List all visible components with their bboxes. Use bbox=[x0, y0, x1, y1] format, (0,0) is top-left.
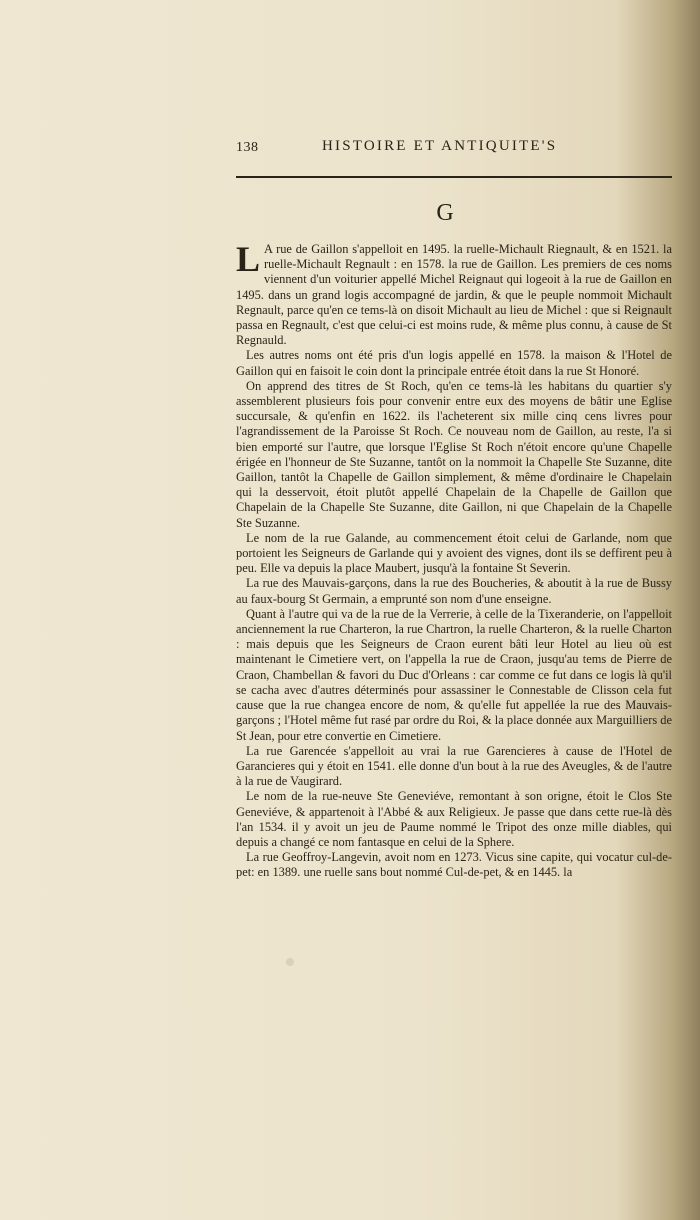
paper-stain bbox=[286, 958, 294, 966]
section-letter: G bbox=[436, 200, 454, 226]
paragraph: Le nom de la rue Galande, au commencement étoit celui de Garlande, nom que portoient les Seigneurs de Garlande qui y avoient des vignes, dont ils se deffirent peu à peu. Elle va depuis la place Maubert, jusqu'à la fontaine St Severin. bbox=[236, 530, 672, 576]
paragraph bbox=[236, 239, 672, 348]
page-number: 138 bbox=[236, 140, 259, 155]
paragraph: Les autres noms ont été pris d'un logis appellé en 1578. la maison & l'Hotel de Gaillon qui en faisoit le coin dont la principale entrée étoit dans la rue St Honoré. bbox=[236, 348, 672, 378]
paragraph: La rue Garencée s'appelloit au vrai la rue Garencieres à cause de l'Hotel de Garancieres qui y étoit en 1541. elle donne d'un bout à la rue des Aveugles, & de l'autre à la rue de Vaugirard. bbox=[236, 743, 672, 789]
running-title: HISTOIRE ET ANTIQUITE'S bbox=[322, 138, 558, 154]
paragraph: La rue des Mauvais-garçons, dans la rue des Boucheries, & aboutit à la rue de Bussy au faux-bourg St Germain, a emprunté son nom d'une enseigne. bbox=[236, 576, 672, 606]
paragraph: On apprend des titres de St Roch, qu'en ce tems-là les habitans du quartier s'y assemblerent plusieurs fois pour convenir entre eux des moyens de bâtir une Eglise succursale, & qu'enfin en 1622. ils l'acheterent six mille cinq cens livres pour l'agrandissement de la Paroisse St Roch. Ce nouveau nom de Gaillon, au reste, l'a si bien emporté sur l'autre, que lorsque l'Eglise St Roch n'étoit encore qu'une Chapelle érigée en l'honneur de Ste Suzanne, tantôt on la nommoit la Chapelle Ste Suzanne, dite Gaillon, tantôt la Chapelle de Gaillon simplement, & même d'ordinaire le Chapelain qui la desservoit, étoit plutôt appellé Chapelain de la Chapelle de Gaillon que Chapelain de la Chapelle Ste Suzanne, dite Gaillon, ni que Chapelain de la Chapelle Ste Suzanne. bbox=[236, 378, 672, 530]
paragraph: Quant à l'autre qui va de la rue de la Verrerie, à celle de la Tixeranderie, on l'appelloit anciennement la rue Charteron, la rue Chartron, la ruelle Charteron, & la ruelle Charton : mais depuis que les Seigneurs de Craon eurent bâti leur Hotel au lieu où est maintenant le Cimetiere vert, on l'appella la rue de Craon, jusqu'au tems de Pierre de Craon, Chambellan & favori du Duc d'Orleans : car comme ce fut dans ce logis là qu'il se cacha avec d'autres déterminés pour assassiner le Connestable de Clisson cela fut cause que la rue changea encore de nom, & qu'elle fut appellée la rue des Mauvais-garçons ; l'Hotel même fut rasé par ordre du Roi, & la place donnée aux Marguilliers de St Jean, pour etre convertie en Cimetiere. bbox=[236, 606, 672, 743]
page-header bbox=[236, 136, 676, 162]
drop-cap: L bbox=[236, 239, 261, 279]
paragraph: Le nom de la rue-neuve Ste Geneviéve, remontant à son origne, étoit le Clos Ste Geneviéve, & appartenoit à l'Abbé & aux Religieux. Je passe que dans cette rue-là dès l'an 1534. il y avoit un jeu de Paume nommé le Tripot des onze mille diables, qui depuis a changé ce nom fantasque en celui de la Sphere. bbox=[236, 789, 672, 849]
paragraph: La rue Geoffroy-Langevin, avoit nom en 1273. Vicus sine capite, qui vocatur cul-de-pet: en 1389. une ruelle sans bout nommé Cul-de-pet, & en 1445. la bbox=[236, 850, 672, 880]
body-text bbox=[236, 239, 672, 881]
header-rule bbox=[236, 176, 672, 178]
page-content bbox=[236, 136, 676, 880]
paragraph-text: A rue de Gaillon s'appelloit en 1495. la ruelle-Michault Riegnault, & en 1521. la ruelle-Michault Regnault : en 1578. la rue de Gaillon. Les premiers de ces noms viennent d'un voiturier appellé Michel Reignaut qui logeoit à la rue de Gaillon en 1495. dans un grand logis accompagné de jardin, & que le peuple nommoit Michault Regnault, parce qu'en ce tems-là on disoit Michault au lieu de Michel : que si Reignault passa en Regnault, c'est que celui-ci est moins rude, & même plus connu, à cause de St Regnauld. bbox=[236, 242, 672, 348]
